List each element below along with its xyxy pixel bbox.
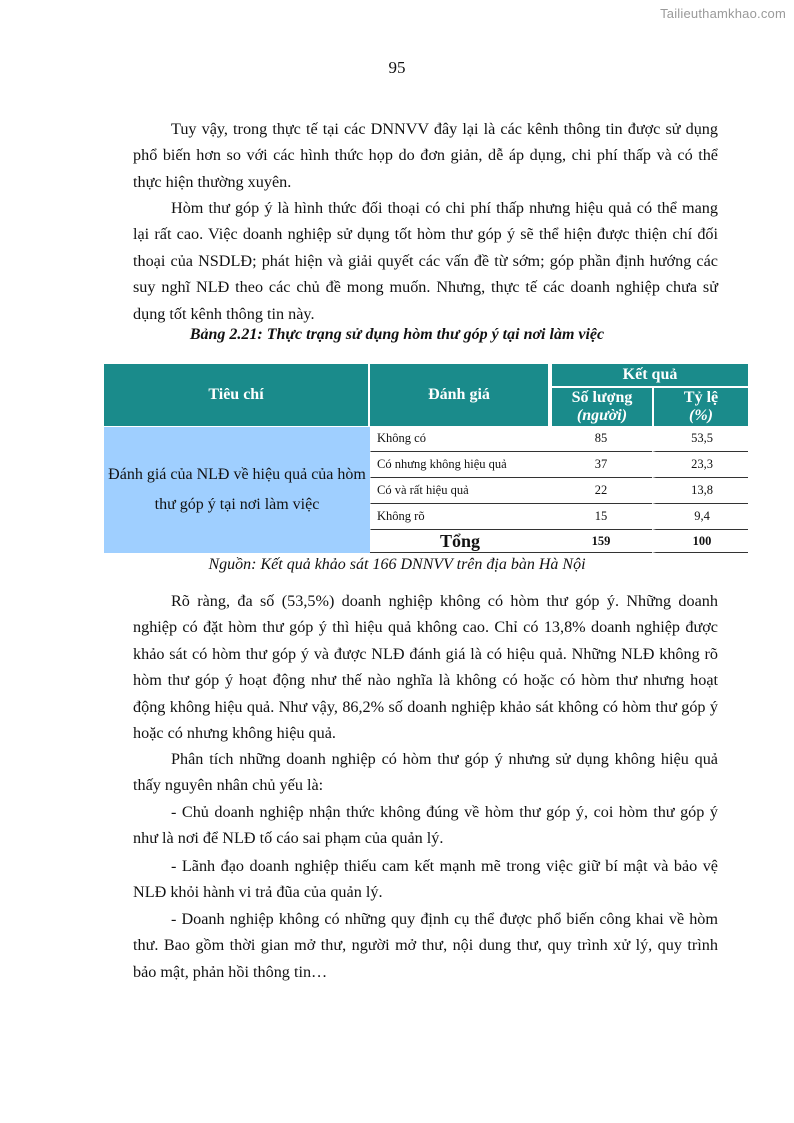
rate-cell: 13,8 bbox=[652, 478, 748, 504]
rate-cell: 53,5 bbox=[652, 426, 748, 452]
header-count-label: Số lượng bbox=[571, 389, 633, 406]
count-cell: 85 bbox=[550, 426, 652, 452]
count-cell: 37 bbox=[550, 452, 652, 478]
paragraph-suggestion-box: Hòm thư góp ý là hình thức đối thoại có chi phí thấp nhưng hiệu quả có thể mang lại rất cao. Việc doanh nghiệp sử dụng tốt hòm thư góp ý sẽ thể hiện được thiện chí đối thoại của NSDLĐ; phát hiện và giải quyết các vấn đề từ sớm; góp phần định hướng các suy nghĩ NLĐ theo các chủ đề mong muốn. Nhưng, thực tế các doanh nghiệp chưa sử dụng tốt kênh thông tin này. bbox=[133, 199, 718, 323]
page-number: 95 bbox=[388, 58, 406, 77]
total-count: 159 bbox=[550, 530, 652, 553]
paragraph-causes-intro: Phân tích những doanh nghiệp có hòm thư góp ý nhưng sử dụng không hiệu quả thấy nguyên nhân chủ yếu là: bbox=[133, 750, 718, 795]
option-cell: Không có bbox=[370, 426, 550, 452]
option-cell: Có nhưng không hiệu quả bbox=[370, 452, 550, 478]
header-count bbox=[550, 388, 652, 426]
survey-table bbox=[104, 364, 748, 553]
total-label: Tổng bbox=[370, 530, 550, 553]
paragraph-analysis: Rõ ràng, đa số (53,5%) doanh nghiệp không có hòm thư góp ý. Những doanh nghiệp có đặt hòm thư góp ý thì hiệu quả không cao. Chỉ có 13,8% doanh nghiệp được khảo sát có hòm thư góp ý và được NLĐ đánh giá là có hiệu quả. Những NLĐ không rõ hòm thư góp ý hoạt động như thế nào nghĩa là không có hoặc có hòm thư nhưng hoạt động không hiệu quả. Như vậy, 86,2% số doanh nghiệp khảo sát không có hòm thư góp ý hoặc có nhưng không hiệu quả. bbox=[133, 592, 718, 743]
count-cell: 22 bbox=[550, 478, 652, 504]
table-caption: Bảng 2.21: Thực trạng sử dụng hòm thư góp ý tại nơi làm việc bbox=[189, 326, 605, 343]
header-result: Kết quả bbox=[550, 364, 748, 388]
header-rate-unit: (%) bbox=[689, 407, 713, 424]
total-rate: 100 bbox=[652, 530, 748, 553]
paragraph-cause-2: - Lãnh đạo doanh nghiệp thiếu cam kết mạnh mẽ trong việc giữ bí mật và bảo vệ NLĐ khỏi hành vi trả đũa của quản lý. bbox=[133, 857, 718, 902]
header-criterion: Tiêu chí bbox=[104, 364, 370, 426]
table-row bbox=[104, 426, 748, 452]
paragraph-intro: Tuy vậy, trong thực tế tại các DNNVV đây lại là các kênh thông tin được sử dụng phổ biến hơn so với các hình thức họp do đơn giản, dễ áp dụng, chi phí thấp và có thể thực hiện thường xuyên. bbox=[133, 120, 718, 191]
watermark: Tailieuthamkhao.com bbox=[660, 6, 786, 21]
option-cell: Không rõ bbox=[370, 504, 550, 530]
criterion-cell: Đánh giá của NLĐ về hiệu quả của hòm thư góp ý tại nơi làm việc bbox=[104, 426, 370, 553]
paragraph-cause-1: - Chủ doanh nghiệp nhận thức không đúng về hòm thư góp ý, coi hòm thư góp ý như là nơi để NLĐ tố cáo sai phạm của quản lý. bbox=[133, 803, 718, 848]
table-source: Nguồn: Kết quả khảo sát 166 DNNVV trên địa bàn Hà Nội bbox=[208, 556, 586, 573]
header-rate-label: Tỷ lệ bbox=[683, 389, 719, 406]
paragraph-cause-3: - Doanh nghiệp không có những quy định cụ thể được phổ biến công khai về hòm thư. Bao gồm thời gian mở thư, người mở thư, nội dung thư, quy trình xử lý, quy trình bảo mật, phản hồi thông tin… bbox=[133, 910, 718, 981]
option-cell: Có và rất hiệu quả bbox=[370, 478, 550, 504]
count-cell: 15 bbox=[550, 504, 652, 530]
header-evaluation: Đánh giá bbox=[370, 364, 550, 426]
header-count-unit: (người) bbox=[576, 407, 628, 424]
rate-cell: 9,4 bbox=[652, 504, 748, 530]
rate-cell: 23,3 bbox=[652, 452, 748, 478]
header-rate bbox=[652, 388, 748, 426]
